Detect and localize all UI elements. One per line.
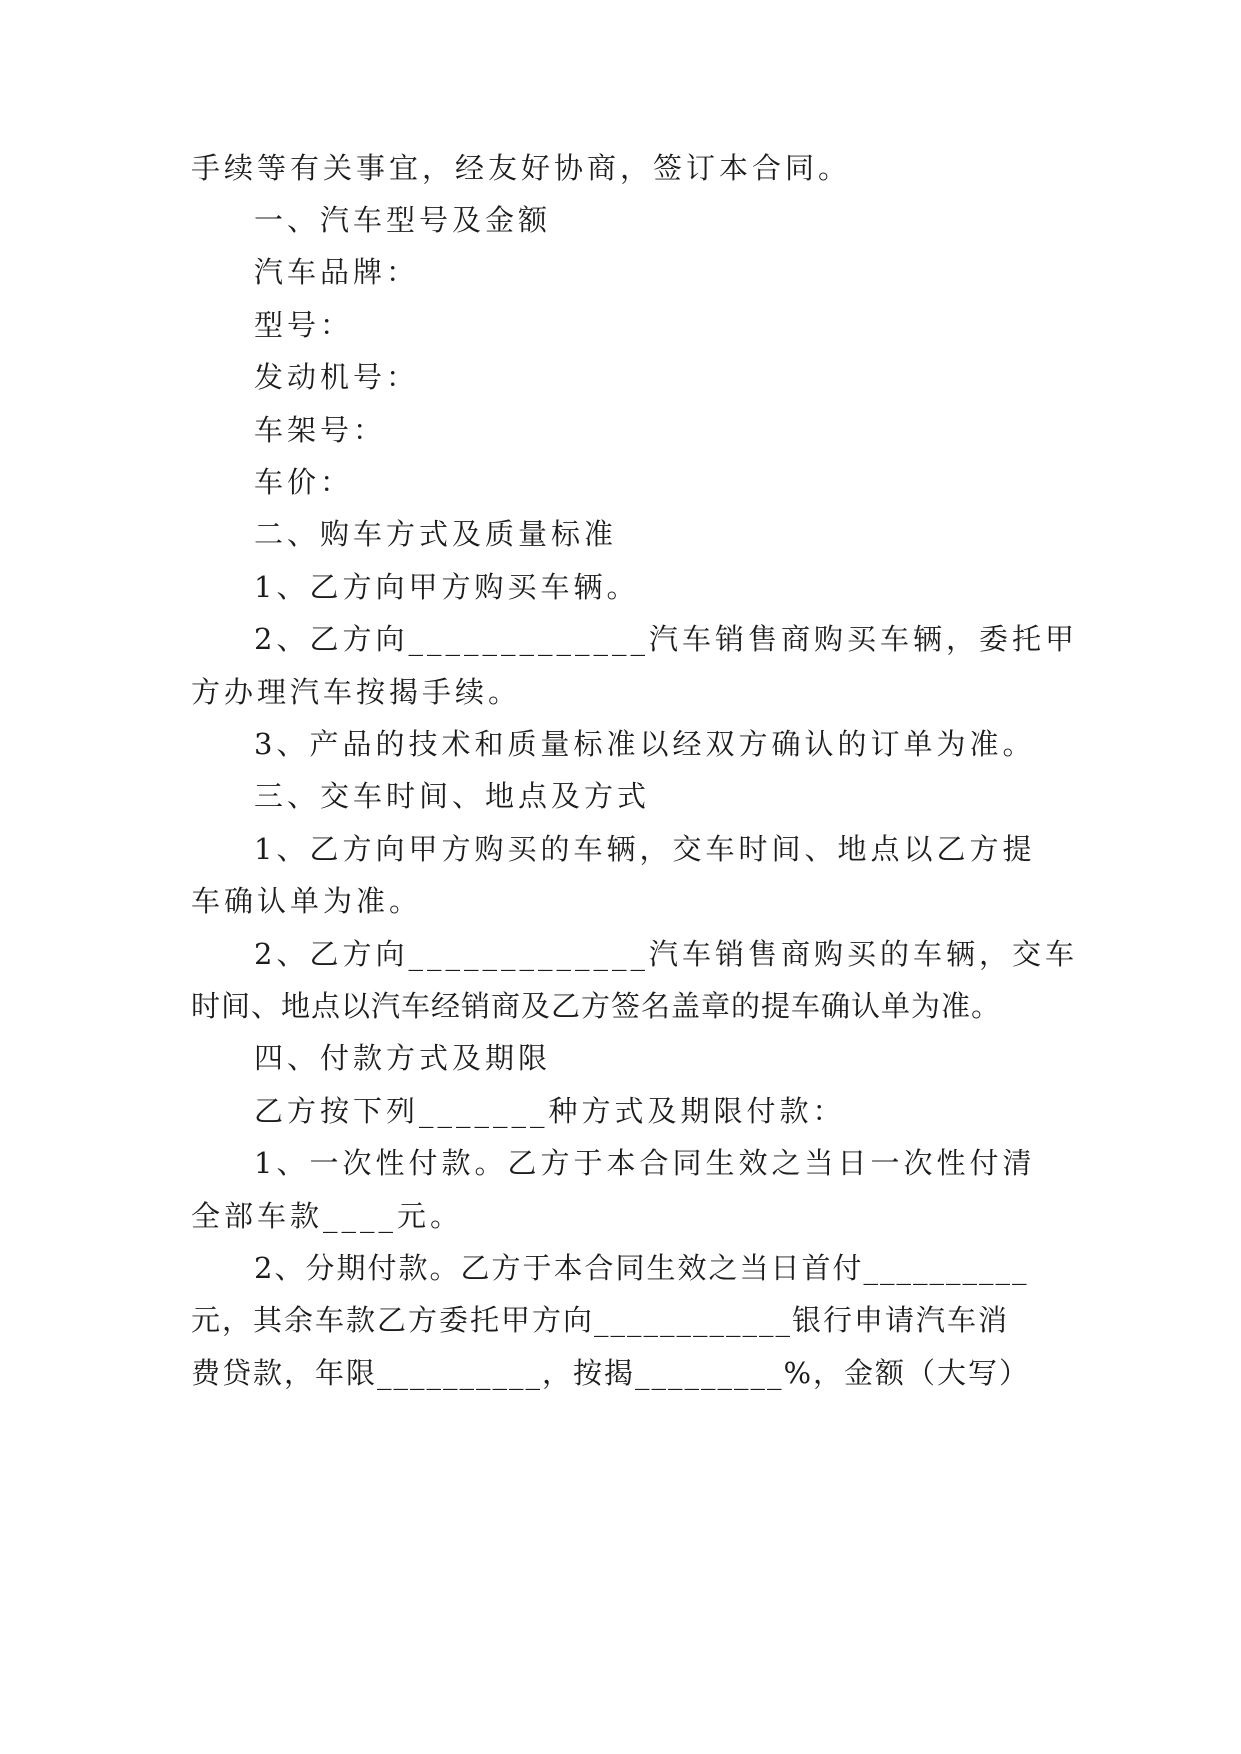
paragraph-line: 2、乙方向_____________汽车销售商购买的车辆，交车: [254, 937, 1078, 971]
paragraph-line: 1、一次性付款。乙方于本合同生效之当日一次性付清: [254, 1146, 1036, 1180]
paragraph-line: 3、产品的技术和质量标准以经双方确认的订单为准。: [254, 727, 1036, 761]
paragraph-line: 费贷款，年限__________，按揭_________%，金额（大写）: [191, 1356, 1031, 1390]
field-label-frame: 车架号：: [254, 413, 387, 447]
paragraph-line: 全部车款____元。: [191, 1199, 464, 1233]
section-heading-4: 四、付款方式及期限: [254, 1041, 552, 1075]
field-label-model: 型号：: [254, 308, 354, 342]
paragraph-line: 1、乙方向甲方购买的车辆，交车时间、地点以乙方提: [254, 832, 1036, 866]
paragraph-line: 手续等有关事宜，经友好协商，签订本合同。: [191, 151, 852, 185]
section-heading-2: 二、购车方式及质量标准: [254, 517, 618, 551]
paragraph-line: 时间、地点以汽车经销商及乙方签名盖章的提车确认单为准。: [191, 989, 1002, 1023]
paragraph-line: 乙方按下列_______种方式及期限付款：: [254, 1094, 846, 1128]
paragraph-line: 2、分期付款。乙方于本合同生效之当日首付__________: [254, 1251, 1029, 1285]
paragraph-line: 方办理汽车按揭手续。: [191, 675, 522, 709]
field-label-engine: 发动机号：: [254, 360, 420, 394]
field-label-brand: 汽车品牌：: [254, 255, 420, 289]
section-heading-3: 三、交车时间、地点及方式: [254, 779, 651, 813]
field-label-price: 车价：: [254, 465, 354, 499]
paragraph-line: 车确认单为准。: [191, 884, 423, 918]
section-heading-1: 一、汽车型号及金额: [254, 203, 552, 237]
paragraph-line: 元，其余车款乙方委托甲方向____________银行申请汽车消: [191, 1303, 1010, 1337]
paragraph-line: 1、乙方向甲方购买车辆。: [254, 570, 640, 604]
paragraph-line: 2、乙方向_____________汽车销售商购买车辆，委托甲: [254, 622, 1078, 656]
